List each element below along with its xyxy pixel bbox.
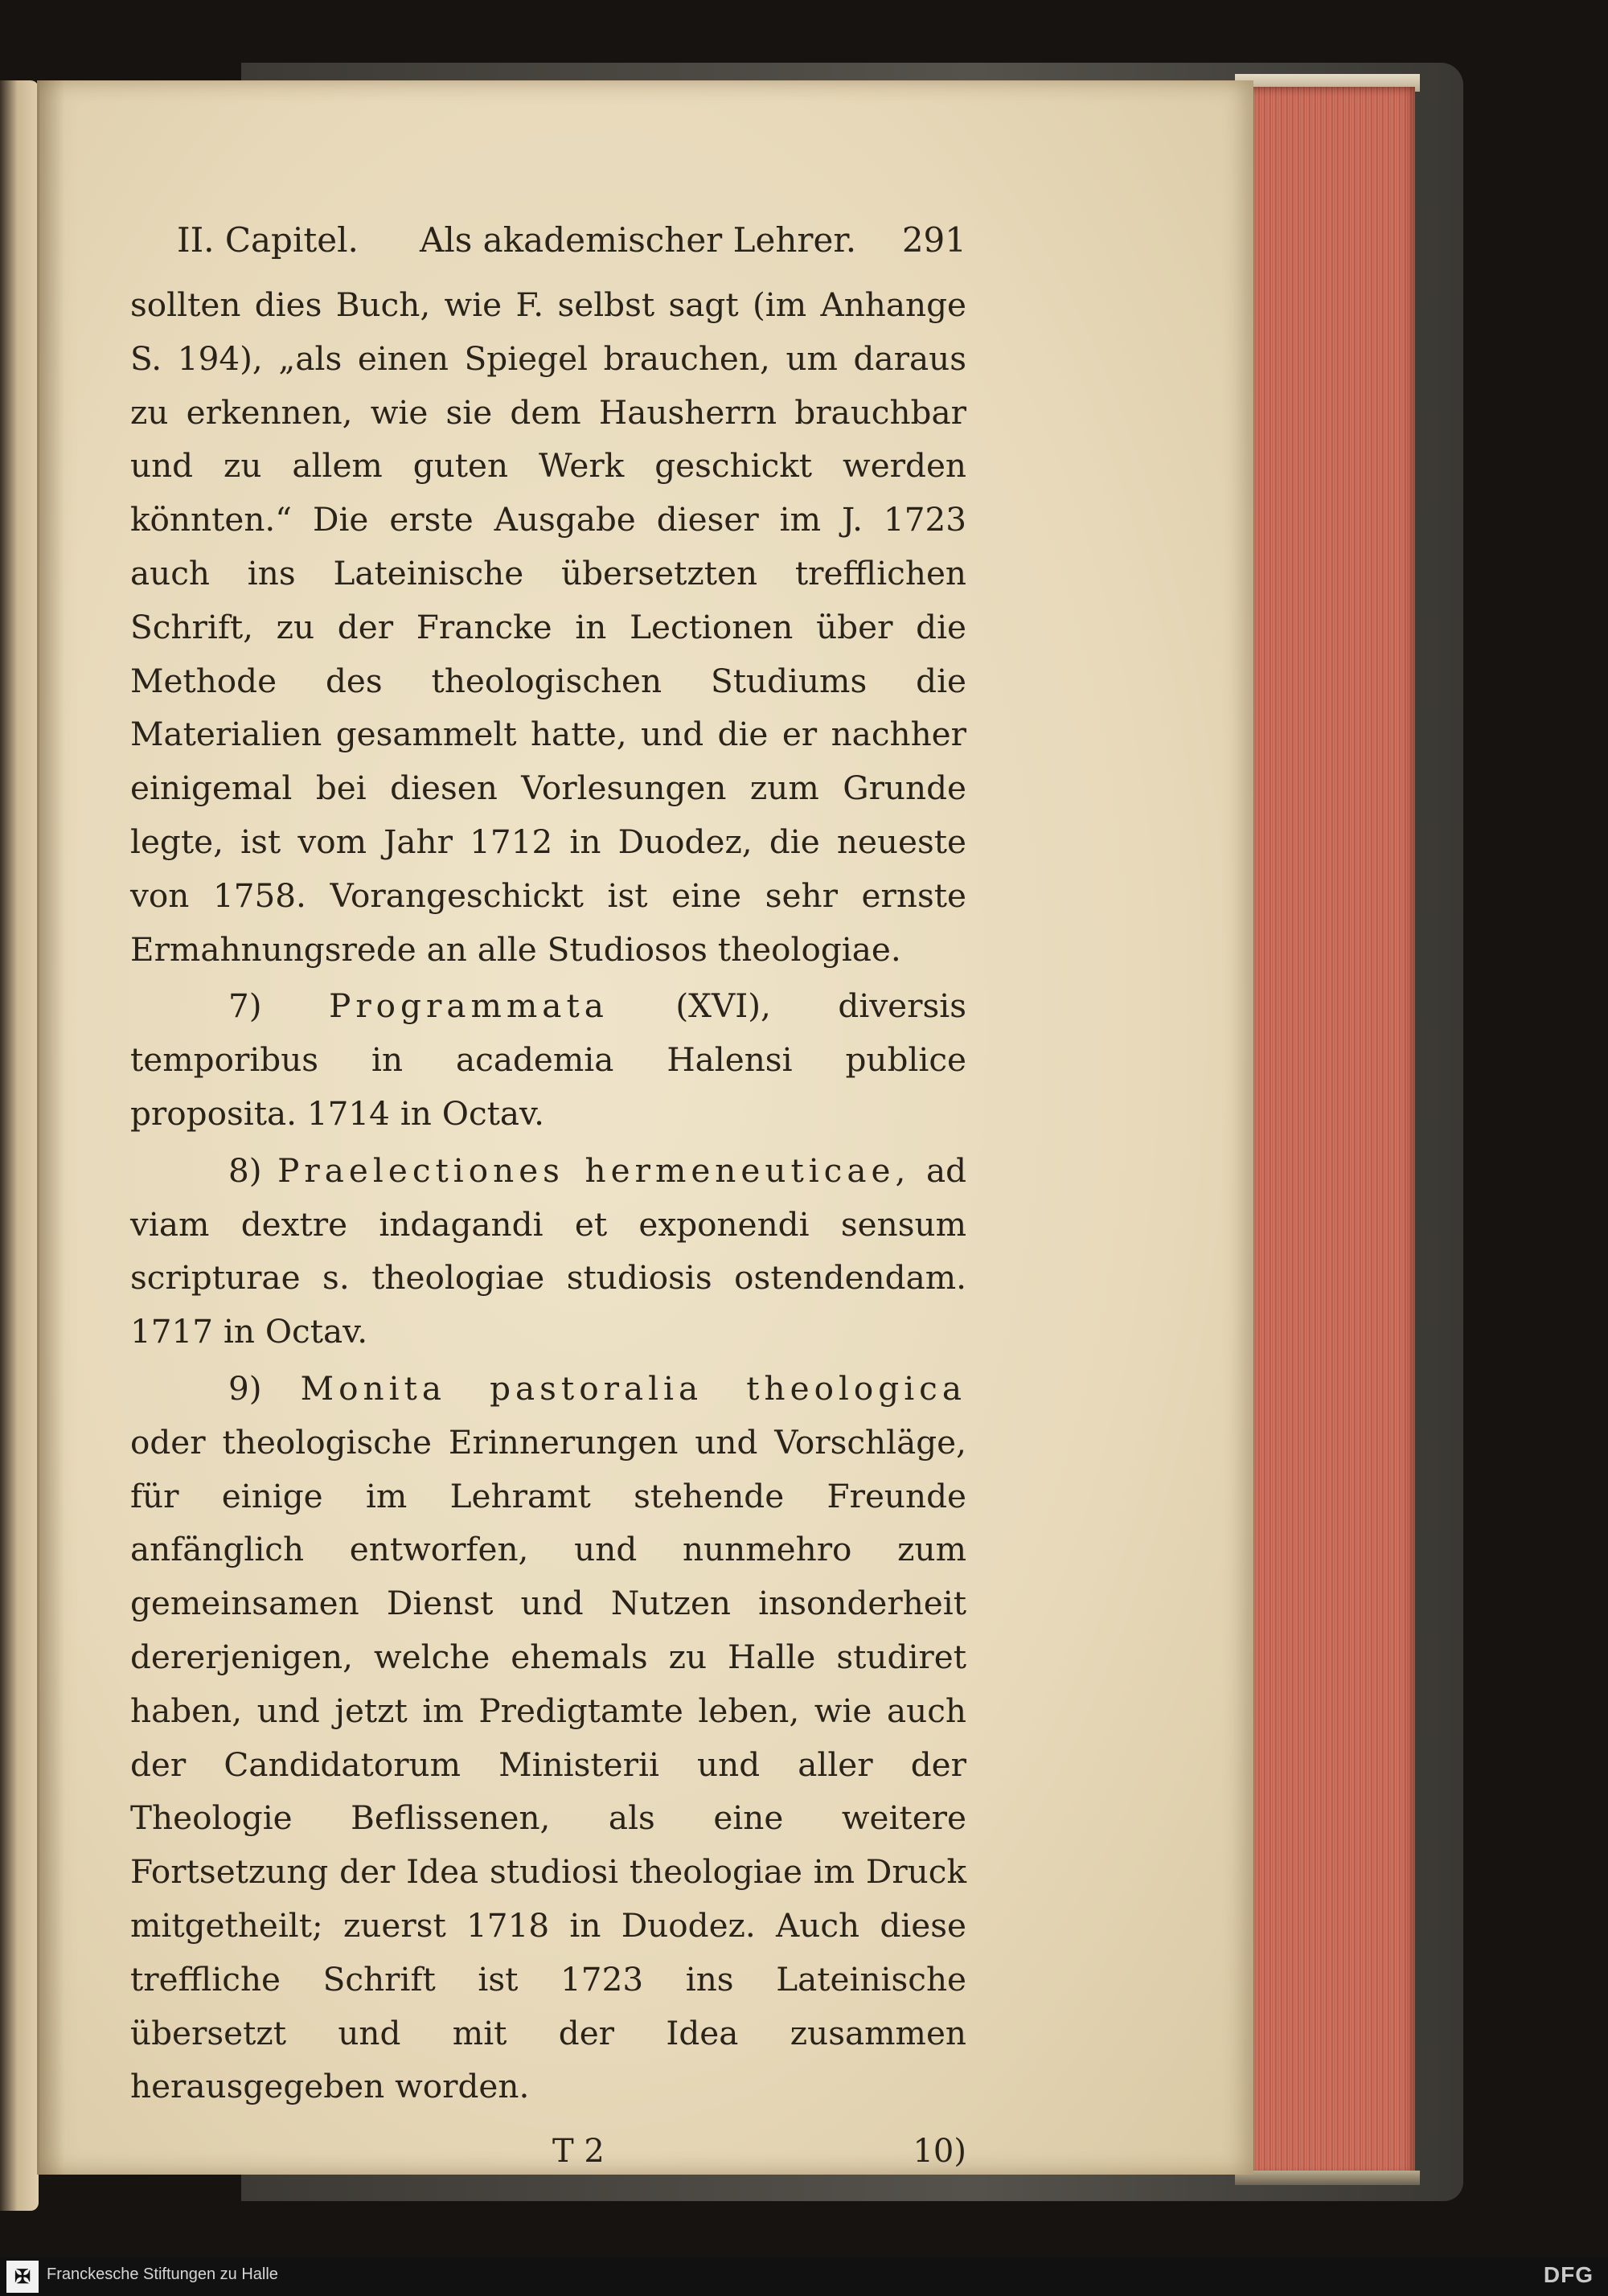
paragraph-7 <box>130 979 966 1140</box>
item-text: oder theologische Erinnerungen und Vorschläge, für einige im Lehramt stehende Freunde anfänglich entworfen, und nunmehro zum gemeinsamen Dienst und Nutzen insonderheit dererjenigen, welche ehemals zu Halle studiret haben, und jetzt im Predigtamte leben, wie auch der Candidatorum Ministerii und aller der Theologie Beflissenen, als eine weitere Fortsetzung der Idea studiosi theologiae im Druck mitgetheilt; zuerst 1718 in Duodez. Auch diese treffliche Schrift ist 1723 ins Lateinische übersetzt und mit der Idea zusammen herausgegeben worden. <box>130 1422 966 2106</box>
gutter-shadow <box>37 80 64 2175</box>
paragraph-9 <box>130 1362 966 2114</box>
item-number: 9) <box>228 1368 262 1408</box>
dfg-logo: DFG <box>1543 2262 1594 2287</box>
text-block-bottom <box>1235 2171 1420 2185</box>
chapter-title: Als akademischer Lehrer. <box>420 220 857 260</box>
paragraph-8 <box>130 1144 966 1359</box>
item-number: 7) <box>228 986 262 1026</box>
page-footer <box>130 2122 966 2186</box>
item-title: Praelectiones hermeneuticae, <box>277 1150 911 1190</box>
item-number: 8) <box>228 1150 262 1190</box>
chapter-label: II. Capitel. <box>177 220 359 260</box>
facing-page-edge <box>0 80 39 2211</box>
page-number: 291 <box>901 220 966 260</box>
paragraph-1: sollten dies Buch, wie F. selbst sagt (im Anhange S. 194), „als einen Spiegel brauchen, um daraus zu erkennen, wie sie dem Hausherrn brauchbar und zu allem guten Werk geschickt werden könnten.“ Die erste Ausgabe dieser im J. 1723 auch ins Lateinische übersetzten trefflichen Schrift, zu der Francke in Lectionen über die Methode des theologischen Studiums die Materialien gesammelt hatte, und die er nachher einigemal bei diesen Vorlesungen zum Grunde legte, ist vom Jahr 1712 in Duodez, die neueste von 1758. Vorangeschickt ist eine sehr ernste Ermahnungsrede an alle Studiosos theologiae. <box>130 285 966 969</box>
institution-emblem-icon: ✠ <box>6 2261 39 2293</box>
item-text: (XVI), diversis temporibus in academia Halensi publice proposita. 1714 in Octav. <box>130 986 966 1133</box>
item-text: ad viam dextre indagandi et exponendi sensum scripturae s. theologiae studiosis ostendendam. 1717 in Octav. <box>130 1150 967 1351</box>
item-title: Monita pastoralia theologica <box>300 1368 966 1408</box>
catchword: 10) <box>913 2133 966 2171</box>
signature-mark: T 2 <box>552 2133 605 2171</box>
item-title: Programmata <box>329 986 609 1026</box>
red-page-edges <box>1238 87 1415 2177</box>
running-head <box>130 206 966 278</box>
page-text <box>130 206 966 2186</box>
institution-name: Franckesche Stiftungen zu Halle <box>47 2265 278 2283</box>
